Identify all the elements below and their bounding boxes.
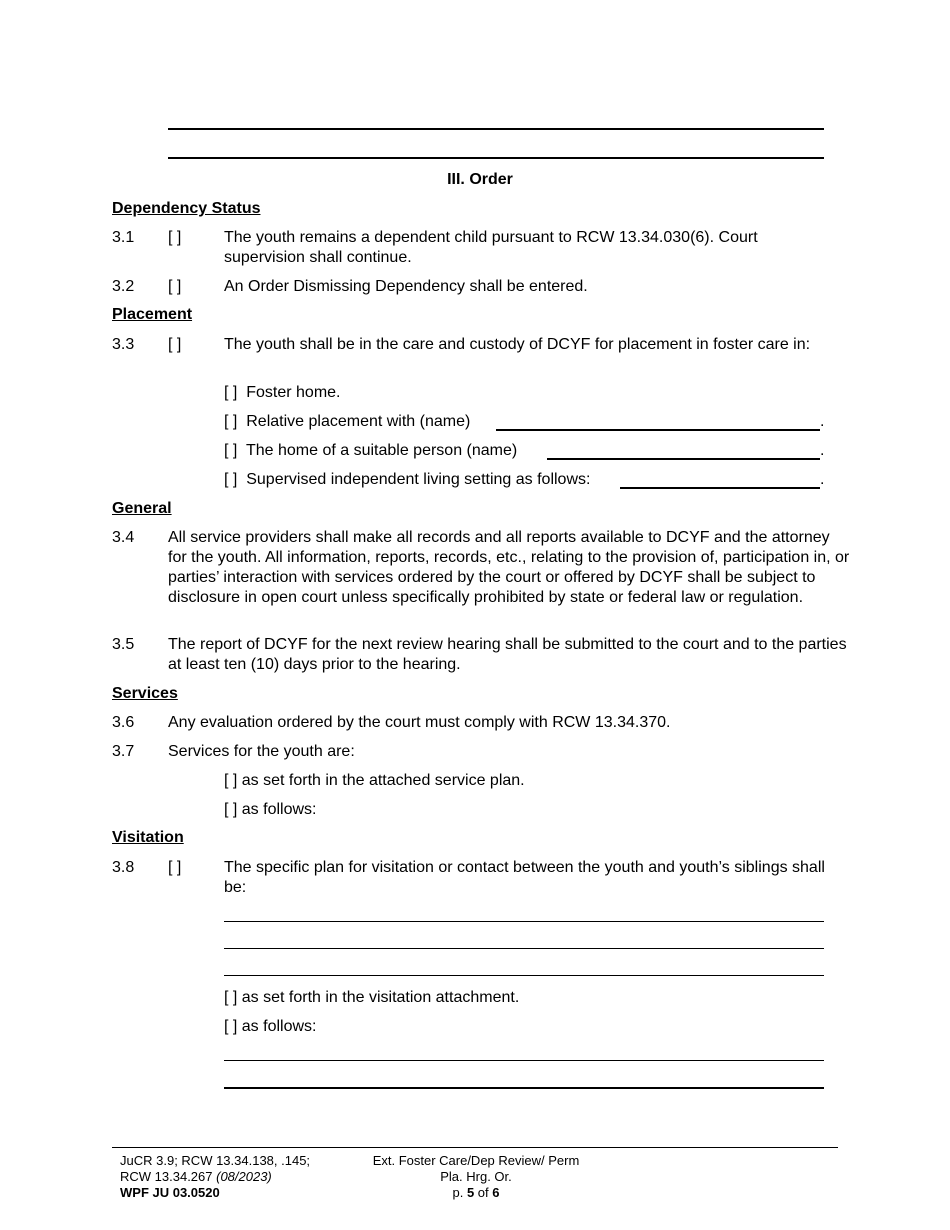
item-3-1-text: The youth remains a dependent child pursuant to RCW 13.34.030(6). Court supervision shall continue. [224, 229, 758, 266]
placement-option-label: The home of a suitable person (name) [245, 442, 518, 459]
dependency-status-heading: Dependency Status [112, 200, 261, 217]
item-3-2-checkbox[interactable]: [ ] [168, 278, 182, 295]
item-3-4-number: 3.4 [112, 529, 135, 546]
placement-option-independent-living [224, 470, 590, 490]
section-title: III. Order [447, 171, 513, 188]
placement-option-checkbox[interactable]: [ ] [224, 384, 238, 401]
placement-option-label: Foster home. [246, 384, 341, 401]
footer-citation-line-1: JuCR 3.9; RCW 13.34.138, .145; [120, 1153, 311, 1168]
footer-citation-line-2 [120, 1169, 272, 1185]
visitation-plan-line-1[interactable] [224, 921, 824, 922]
placement-heading: Placement [112, 306, 193, 323]
visitation-follows-line-2[interactable] [224, 1087, 824, 1089]
services-heading: Services [112, 685, 178, 702]
placement-option-checkbox[interactable]: [ ] [224, 442, 238, 459]
item-3-8-text: The specific plan for visitation or contact between the youth and youth’s siblings shall be: [224, 859, 825, 896]
item-3-2-text: An Order Dismissing Dependency shall be entered. [224, 278, 588, 295]
page-prefix: p. [452, 1185, 467, 1200]
item-3-7-text: Services for the youth are: [168, 743, 355, 760]
item-3-1-checkbox[interactable]: [ ] [168, 229, 182, 246]
services-option-as-follows[interactable]: [ ] as follows: [224, 801, 317, 818]
services-option-service-plan[interactable]: [ ] as set forth in the attached service plan. [224, 772, 525, 789]
relative-name-field[interactable] [496, 429, 820, 431]
item-3-3-number: 3.3 [112, 336, 135, 353]
item-3-2-number: 3.2 [112, 278, 135, 295]
item-3-3-checkbox[interactable]: [ ] [168, 336, 182, 353]
visitation-heading: Visitation [112, 829, 184, 846]
placement-option-relative [224, 412, 470, 432]
placement-option-foster-home [224, 383, 341, 403]
visitation-option-attachment[interactable]: [ ] as set forth in the visitation attachment. [224, 989, 520, 1006]
page-total: 6 [492, 1185, 500, 1200]
suitable-person-name-field[interactable] [547, 458, 820, 460]
visitation-plan-line-3[interactable] [224, 975, 824, 976]
item-3-7-number: 3.7 [112, 743, 135, 760]
item-3-1-number: 3.1 [112, 229, 135, 246]
general-heading: General [112, 500, 172, 517]
independent-living-period: . [820, 471, 825, 488]
visitation-plan-line-2[interactable] [224, 948, 824, 949]
independent-living-field[interactable] [620, 487, 820, 489]
footer-form-title-line-2: Pla. Hrg. Or. [440, 1169, 512, 1184]
top-blank-line-1[interactable] [168, 128, 824, 130]
placement-option-checkbox[interactable]: [ ] [224, 471, 238, 488]
placement-option-label: Relative placement with (name) [246, 413, 471, 430]
visitation-option-as-follows[interactable]: [ ] as follows: [224, 1018, 317, 1035]
footer-rcw: RCW 13.34.267 [120, 1169, 217, 1184]
item-3-4-text: All service providers shall make all records and all reports available to DCYF and the attorney for the youth. All information, reports, records, etc., relating to the provision of, participation in, or parties’ interaction with services ordered by the court or offered by DCYF shall be subject to disclosure in open court unless specifically prohibited by state or federal law or regulation. [168, 529, 850, 606]
item-3-3-text: The youth shall be in the care and custody of DCYF for placement in foster care in: [224, 336, 811, 353]
relative-period: . [820, 413, 825, 430]
footer-revision-date: (08/2023) [216, 1169, 272, 1184]
page-of: of [474, 1185, 493, 1200]
page-current: 5 [466, 1185, 475, 1200]
visitation-follows-line-1[interactable] [224, 1060, 824, 1061]
item-3-5-text: The report of DCYF for the next review hearing shall be submitted to the court and to the parties at least ten (10) days prior to the hearing. [168, 636, 847, 673]
placement-option-suitable-person [224, 441, 517, 461]
footer-divider [112, 1147, 838, 1148]
placement-option-label: Supervised independent living setting as follows: [246, 471, 591, 488]
item-3-8-checkbox[interactable]: [ ] [168, 859, 182, 876]
item-3-6-number: 3.6 [112, 714, 135, 731]
item-3-8-number: 3.8 [112, 859, 135, 876]
placement-option-checkbox[interactable]: [ ] [224, 413, 238, 430]
item-3-5-number: 3.5 [112, 636, 135, 653]
item-3-6-text: Any evaluation ordered by the court must comply with RCW 13.34.370. [168, 714, 671, 731]
footer-form-title-line-1: Ext. Foster Care/Dep Review/ Perm [372, 1153, 580, 1168]
footer-page-number [356, 1185, 596, 1201]
footer-form-number: WPF JU 03.0520 [120, 1185, 220, 1200]
suitable-person-period: . [820, 442, 825, 459]
top-blank-line-2[interactable] [168, 157, 824, 159]
